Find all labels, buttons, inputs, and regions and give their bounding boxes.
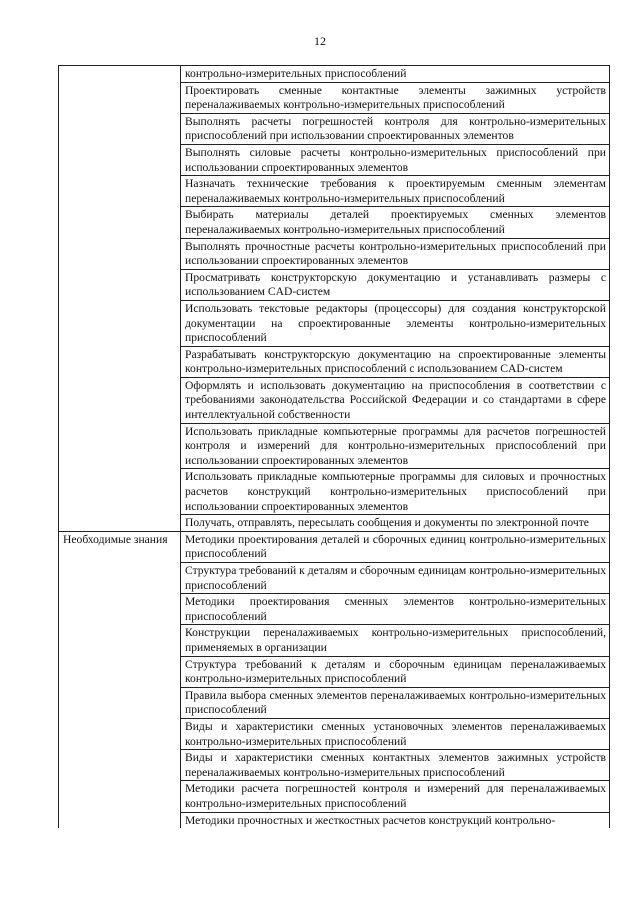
requirement-item: Разрабатывать конструкторскую документацию на спроектированные элементы контрольно-измерительных приспособлений с использованием CAD-систем	[181, 346, 610, 377]
requirement-item: Использовать прикладные компьютерные программы для силовых и прочностных расчетов конструкций контрольно-измерительных приспособлений при использовании спроектированных элементов	[181, 469, 610, 515]
requirement-item: Виды и характеристики сменных установочных элементов переналаживаемых контрольно-измерительных приспособлений	[181, 718, 610, 749]
requirement-item: Выбирать материалы деталей проектируемых сменных элементов переналаживаемых контрольно-измерительных приспособлений	[181, 207, 610, 238]
page-number: 12	[314, 34, 326, 48]
requirement-item: Методики проектирования сменных элементов контрольно-измерительных приспособлений	[181, 594, 610, 625]
requirement-item: Структура требований к деталям и сборочным единицам переналаживаемых контрольно-измерительных приспособлений	[181, 656, 610, 687]
requirement-item: Просматривать конструкторскую документацию и устанавливать размеры с использованием CAD-систем	[181, 269, 610, 300]
requirement-item: Конструкции переналаживаемых контрольно-измерительных приспособлений, применяемых в организации	[181, 625, 610, 656]
requirement-item: Методики прочностных и жесткостных расчетов конструкций контрольно-	[181, 812, 610, 828]
requirement-item: Выполнять силовые расчеты контрольно-измерительных приспособлений при использовании спроектированных элементов	[181, 144, 610, 175]
requirement-item: Методики расчета погрешностей контроля и измерений для переналаживаемых контрольно-измерительных приспособлений	[181, 781, 610, 812]
requirement-item: Виды и характеристики сменных контактных элементов зажимных устройств переналаживаемых контрольно-измерительных приспособлений	[181, 750, 610, 781]
requirement-item: Использовать прикладные компьютерные программы для расчетов погрешностей контроля и измерений для контрольно-измерительных приспособлений при использовании спроектированных элементов	[181, 423, 610, 469]
requirement-item: Использовать текстовые редакторы (процессоры) для создания конструкторской документации на спроектированные элементы контрольно-измерительных приспособлений	[181, 300, 610, 346]
requirement-item: Структура требований к деталям и сборочным единицам контрольно-измерительных приспособлений	[181, 563, 610, 594]
requirement-item: Методики проектирования деталей и сборочных единиц контрольно-измерительных приспособлений	[181, 531, 610, 562]
requirement-item: Выполнять расчеты погрешностей контроля для контрольно-измерительных приспособлений при использовании спроектированных элементов	[181, 113, 610, 144]
section-label: Необходимые знания	[59, 531, 181, 828]
requirements-table	[58, 65, 610, 828]
requirement-item: Правила выбора сменных элементов переналаживаемых контрольно-измерительных приспособлений	[181, 687, 610, 718]
table-row	[59, 66, 610, 83]
requirement-item: контрольно-измерительных приспособлений	[181, 66, 610, 83]
requirements-table-body	[59, 66, 610, 829]
requirement-item: Выполнять прочностные расчеты контрольно-измерительных приспособлений при использовании спроектированных элементов	[181, 238, 610, 269]
table-row	[59, 531, 610, 562]
requirement-item: Получать, отправлять, пересылать сообщения и документы по электронной почте	[181, 515, 610, 532]
requirement-item: Назначать технические требования к проектируемым сменным элементам переналаживаемых контрольно-измерительных приспособлений	[181, 176, 610, 207]
section-label	[59, 66, 181, 532]
requirement-item: Проектировать сменные контактные элементы зажимных устройств переналаживаемых контрольно-измерительных приспособлений	[181, 82, 610, 113]
requirement-item: Оформлять и использовать документацию на приспособления в соответствии с требованиями законодательства Российской Федерации и со стандартами в сфере интеллектуальной собственности	[181, 377, 610, 423]
